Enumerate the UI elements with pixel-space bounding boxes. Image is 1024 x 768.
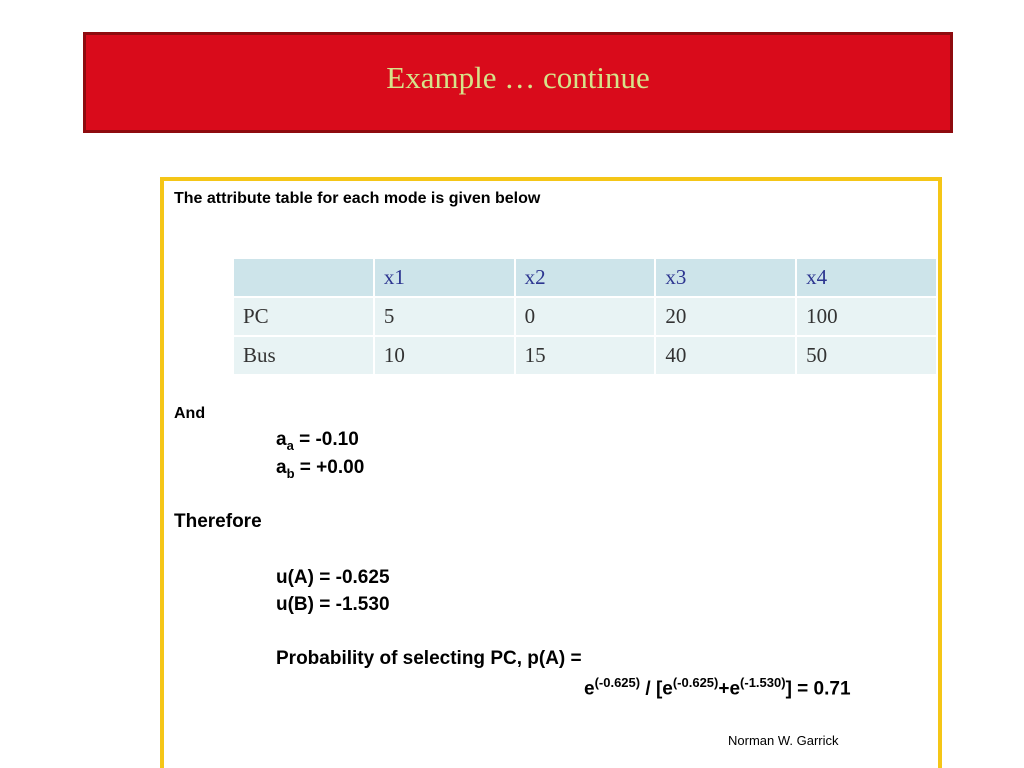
table-cell: 10 [375,337,514,374]
table-cell: 5 [375,298,514,335]
table-cell: 15 [516,337,655,374]
coef-value: = +0.00 [294,457,365,478]
table-header-cell: x3 [656,259,795,296]
table-header-cell: x2 [516,259,655,296]
coef-base: a [276,457,287,478]
intro-text: The attribute table for each mode is given below [174,190,541,207]
attribute-table [232,257,938,376]
formula-exponent: (-0.625) [594,675,641,690]
table-cell: 40 [656,337,795,374]
formula-e: e [584,678,595,700]
table-row [234,337,936,374]
table-row [234,298,936,335]
table-header-row [234,259,936,296]
coefficient-a-b [276,457,364,481]
slide-title: Example … continue [386,59,650,95]
probability-formula [584,675,851,700]
table-cell: 50 [797,337,936,374]
table-header-cell [234,259,373,296]
author-footer: Norman W. Garrick [728,733,839,748]
utility-a: u(A) = -0.625 [276,567,390,588]
coefficient-a-a [276,429,359,453]
formula-divide: / [e [640,678,673,700]
and-label: And [174,405,206,422]
formula-result: ] = 0.71 [785,678,851,700]
utility-b: u(B) = -1.530 [276,594,390,615]
formula-exponent: (-0.625) [672,675,719,690]
table-cell: 100 [797,298,936,335]
table-header-cell: x1 [375,259,514,296]
table-cell: 0 [516,298,655,335]
table-cell: 20 [656,298,795,335]
formula-plus: +e [718,678,741,700]
title-bar [83,32,953,133]
coef-value: = -0.10 [293,429,359,450]
probability-label: Probability of selecting PC, p(A) = [276,648,582,669]
coef-subscript: a [286,437,294,453]
therefore-label: Therefore [174,511,262,532]
coef-base: a [276,429,287,450]
content-box [160,177,942,768]
formula-exponent: (-1.530) [740,675,786,690]
table-cell: PC [234,298,373,335]
table-cell: Bus [234,337,373,374]
table-header-cell: x4 [797,259,936,296]
coef-subscript: b [286,465,295,481]
